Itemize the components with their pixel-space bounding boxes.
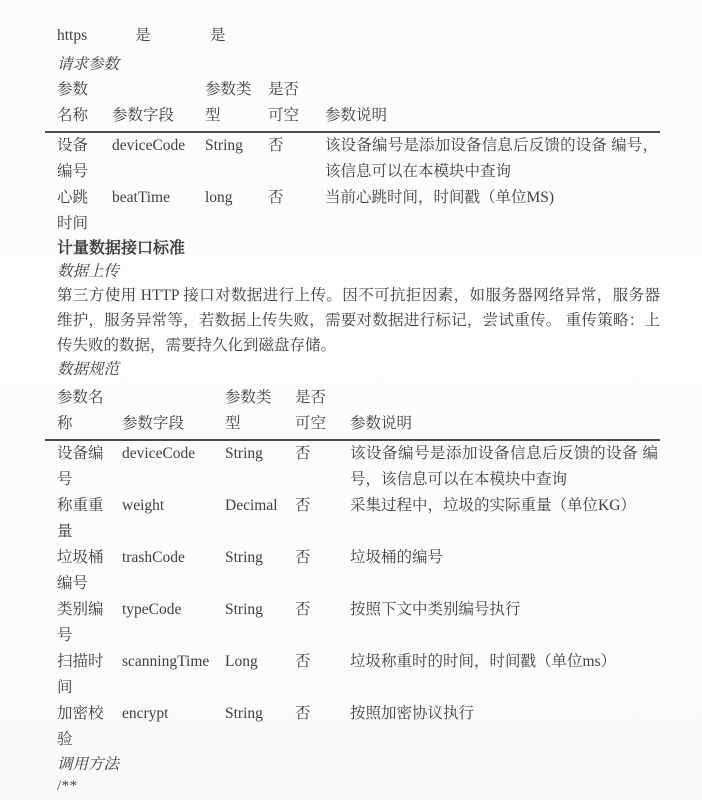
- header-param-field: 参数字段: [122, 415, 185, 432]
- header-param-type: 参数类型: [225, 389, 272, 432]
- cell-nullable: 否: [295, 601, 311, 618]
- cell-param-name: 设备编号: [57, 445, 104, 488]
- cell-param-type: String: [205, 137, 243, 154]
- metering-standard-heading: 计量数据接口标准: [57, 240, 186, 257]
- table-row: [57, 493, 660, 545]
- cell-nullable: 否: [268, 137, 284, 154]
- table-row: [57, 701, 660, 753]
- cell-param-field: trashCode: [122, 549, 185, 566]
- invoke-method-heading: 调用方法: [57, 756, 120, 773]
- cell-param-name: 设备编号: [57, 137, 89, 180]
- cell-param-type: String: [225, 445, 263, 462]
- yes-cell-1: 是: [135, 27, 151, 44]
- cell-param-name: 扫描时间: [57, 653, 104, 696]
- cell-param-name: 垃圾桶编号: [57, 549, 104, 592]
- cell-param-field: deviceCode: [122, 445, 196, 462]
- cell-param-desc: 按照下文中类别编号执行: [350, 601, 521, 618]
- table-row: [57, 597, 660, 649]
- data-spec-table: [57, 385, 660, 753]
- cell-param-type: long: [205, 189, 233, 206]
- cell-param-name: 类别编号: [57, 601, 104, 644]
- request-params-table: [57, 77, 660, 237]
- cell-param-desc: 垃圾称重时的时间，时间戳（单位ms）: [350, 653, 617, 670]
- table-row: [57, 441, 660, 493]
- cell-param-desc: 该设备编号是添加设备信息后反馈的设备 编号，该信息可以在本模块中查询: [350, 445, 658, 488]
- table-row: [57, 185, 660, 237]
- data-spec-heading: 数据规范: [57, 361, 120, 378]
- code-comment-open: /**: [57, 778, 78, 794]
- header-param-type: 参数类型: [205, 81, 252, 124]
- header-param-desc: 参数说明: [350, 415, 413, 432]
- cell-nullable: 否: [295, 497, 311, 514]
- cell-nullable: 否: [268, 189, 284, 206]
- data-upload-heading: 数据上传: [57, 263, 120, 280]
- cell-param-type: Decimal: [225, 497, 278, 514]
- cell-nullable: 否: [295, 445, 311, 462]
- cell-param-type: Long: [225, 653, 258, 670]
- cell-param-desc: 垃圾桶的编号: [350, 549, 444, 566]
- header-param-name: 参数名称: [57, 81, 89, 124]
- cell-param-type: String: [225, 601, 263, 618]
- header-param-name: 参数名称: [57, 389, 104, 432]
- table-row: [57, 649, 660, 701]
- data-upload-paragraph: 第三方使用 HTTP 接口对数据进行上传。因不可抗拒因素，如服务器网络异常，服务器维护，服务异常等，若数据上传失败，需要对数据进行标记，尝试重传。 重传策略：上传失败的数据，需要持久化到磁盘存储。: [57, 287, 660, 354]
- cell-nullable: 否: [295, 705, 311, 722]
- cell-param-type: String: [225, 549, 263, 566]
- table-row: [57, 545, 660, 597]
- header-param-desc: 参数说明: [325, 107, 388, 124]
- request-params-heading: 请求参数: [57, 56, 120, 73]
- cell-nullable: 否: [295, 653, 311, 670]
- cell-param-name: 心跳时间: [57, 189, 89, 232]
- cell-param-field: encrypt: [122, 705, 169, 722]
- cell-param-desc: 按照加密协议执行: [350, 705, 475, 722]
- cell-param-field: typeCode: [122, 601, 182, 618]
- table-row: [57, 133, 660, 185]
- cell-param-field: scanningTime: [122, 653, 210, 670]
- cell-param-name: 加密校验: [57, 705, 104, 748]
- cell-param-field: deviceCode: [112, 137, 186, 154]
- table-header-row: [45, 77, 660, 133]
- table-header-row: [45, 385, 660, 441]
- cell-param-type: String: [225, 705, 263, 722]
- protocol-cell: https: [57, 27, 88, 44]
- cell-param-desc: 该设备编号是添加设备信息后反馈的设备 编号，该信息可以在本模块中查询: [325, 137, 658, 180]
- header-param-field: 参数字段: [112, 107, 175, 124]
- previous-table-last-row: [57, 26, 660, 46]
- cell-param-name: 称重重量: [57, 497, 104, 540]
- cell-param-desc: 当前心跳时间，时间戳（单位MS): [325, 189, 555, 206]
- header-nullable: 是否可空: [268, 81, 300, 124]
- cell-nullable: 否: [295, 549, 311, 566]
- cell-param-field: beatTime: [112, 189, 170, 206]
- yes-cell-2: 是: [210, 27, 226, 44]
- header-nullable: 是否可空: [295, 389, 327, 432]
- cell-param-field: weight: [122, 497, 165, 514]
- cell-param-desc: 采集过程中，垃圾的实际重量（单位KG）: [350, 497, 636, 514]
